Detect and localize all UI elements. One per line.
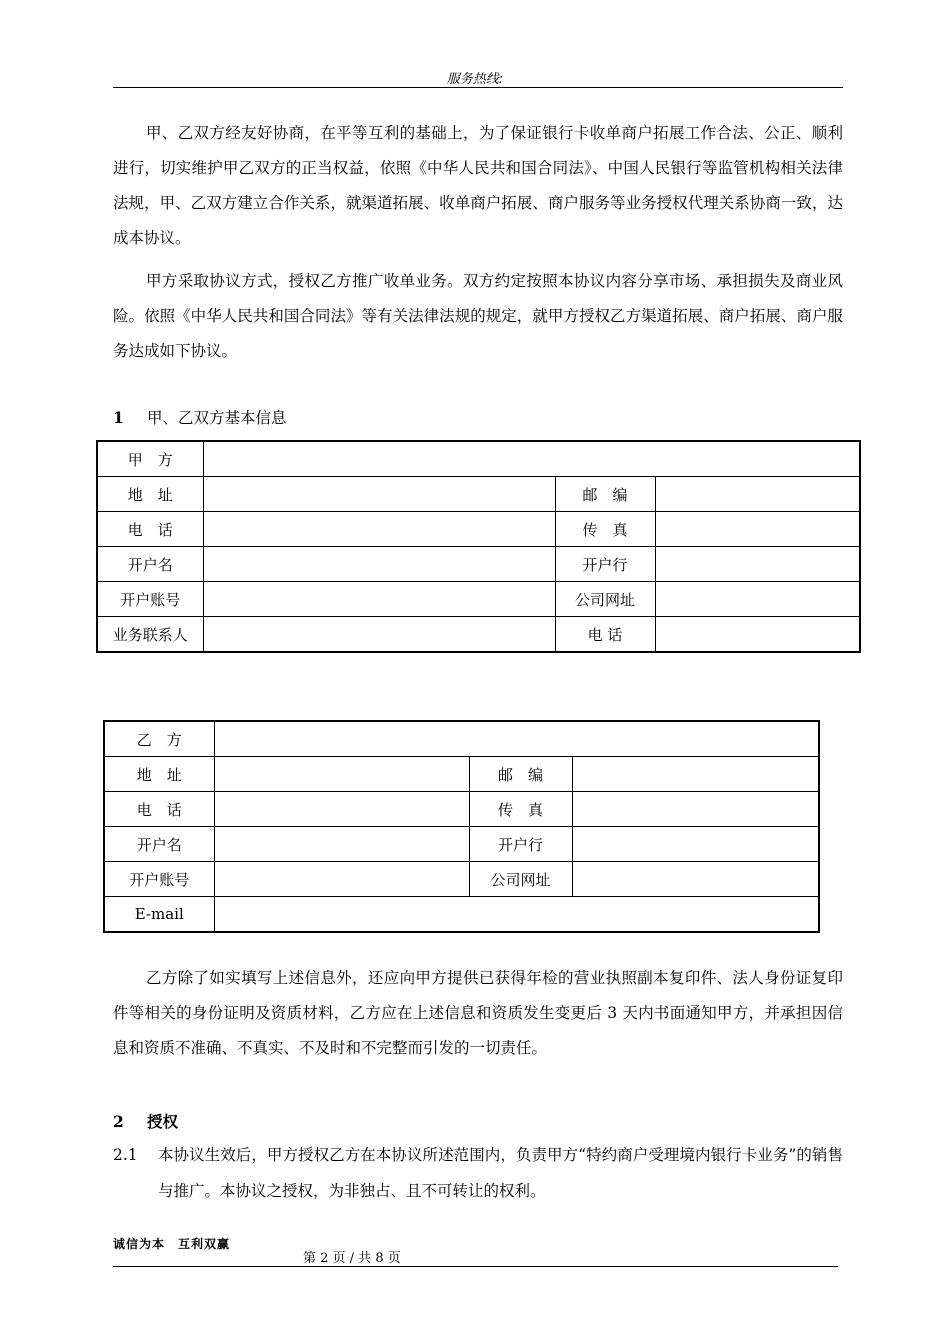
party-b-address-cell[interactable]	[214, 757, 469, 792]
party-b-account-no-cell[interactable]	[214, 862, 469, 897]
after-tables-paragraph: 乙方除了如实填写上述信息外，还应向甲方提供已获得年检的营业执照副本复印件、法人身份证复印件等相关的身份证明及资质材料，乙方应在上述信息和资质发生变更后 3 天内书面通知甲方，并承担因信息和资质不准确、不真实、不及时和不完整而引发的一切责任。	[113, 969, 843, 1057]
table-row	[104, 721, 819, 757]
party-a-account-name-cell[interactable]	[203, 547, 555, 582]
party-a-info-table	[96, 440, 861, 653]
table-row	[97, 441, 860, 477]
party-b-account-name-label: 开户名	[104, 827, 214, 862]
party-a-contact-cell[interactable]	[203, 617, 555, 653]
party-a-account-name-label: 开户名	[97, 547, 203, 582]
party-b-postcode-cell[interactable]	[572, 757, 819, 792]
intro-paragraph-1: 甲、乙双方经友好协商，在平等互利的基础上，为了保证银行卡收单商户拓展工作合法、公正、顺利进行，切实维护甲乙双方的正当权益，依照《中华人民共和国合同法》、中国人民银行等监管机构相关法律法规，甲、乙双方建立合作关系，就渠道拓展、收单商户拓展、商户服务等业务授权代理关系协商一致，达成本协议。	[113, 124, 843, 247]
party-a-bank-label: 开户行	[555, 547, 655, 582]
table-row	[104, 827, 819, 862]
table-row	[97, 582, 860, 617]
section-1-number: 1	[113, 408, 124, 427]
header-hotline: 服务热线:	[446, 72, 504, 87]
party-b-phone-label: 电 话	[104, 792, 214, 827]
table-row	[97, 512, 860, 547]
party-b-info-table	[103, 720, 820, 933]
party-a-address-cell[interactable]	[203, 477, 555, 512]
party-b-account-name-cell[interactable]	[214, 827, 469, 862]
party-a-contact-label: 业务联系人	[97, 617, 203, 653]
party-a-address-label: 地 址	[97, 477, 203, 512]
party-a-website-cell[interactable]	[655, 582, 860, 617]
footer-rule	[113, 1266, 838, 1267]
table-row	[97, 617, 860, 653]
table-row	[97, 477, 860, 512]
party-a-account-no-label: 开户账号	[97, 582, 203, 617]
footer-page-number: 第 2 页 / 共 8 页	[303, 1251, 401, 1266]
party-b-postcode-label: 邮 编	[469, 757, 572, 792]
party-b-fax-label: 传 真	[469, 792, 572, 827]
party-a-contact-phone-label: 电 话	[555, 617, 655, 653]
table-row	[104, 897, 819, 933]
party-b-fax-cell[interactable]	[572, 792, 819, 827]
section-2-number: 2	[113, 1112, 124, 1131]
party-b-email-cell[interactable]	[214, 897, 819, 933]
clause-2-1	[113, 1137, 843, 1209]
intro-paragraph-2: 甲方采取协议方式，授权乙方推广收单业务。双方约定按照本协议内容分享市场、承担损失及商业风险。依照《中华人民共和国合同法》等有关法律法规的规定，就甲方授权乙方渠道拓展、商户拓展、商户服务达成如下协议。	[113, 272, 843, 360]
party-a-postcode-cell[interactable]	[655, 477, 860, 512]
section-1-heading	[113, 408, 287, 428]
footer-slogan: 诚信为本 互利双赢	[113, 1237, 231, 1251]
party-a-fax-cell[interactable]	[655, 512, 860, 547]
section-1-title: 甲、乙双方基本信息	[147, 409, 287, 427]
header-rule	[113, 87, 843, 88]
party-a-account-no-cell[interactable]	[203, 582, 555, 617]
party-b-bank-label: 开户行	[469, 827, 572, 862]
party-b-account-no-label: 开户账号	[104, 862, 214, 897]
table-row	[104, 792, 819, 827]
party-b-name-cell[interactable]	[214, 721, 819, 757]
section-2-heading	[113, 1112, 178, 1132]
party-a-phone-label: 电 话	[97, 512, 203, 547]
section-2-title: 授权	[147, 1112, 179, 1131]
party-b-website-cell[interactable]	[572, 862, 819, 897]
party-a-bank-cell[interactable]	[655, 547, 860, 582]
party-a-website-label: 公司网址	[555, 582, 655, 617]
party-b-website-label: 公司网址	[469, 862, 572, 897]
table-row	[104, 757, 819, 792]
party-b-email-label: E-mail	[104, 897, 214, 933]
party-a-name-cell[interactable]	[203, 441, 860, 477]
party-b-address-label: 地 址	[104, 757, 214, 792]
clause-2-1-text: 本协议生效后，甲方授权乙方在本协议所述范围内，负责甲方“特约商户受理境内银行卡业务”的销售与推广。本协议之授权，为非独占、且不可转让的权利。	[158, 1146, 843, 1200]
clause-2-1-number: 2.1	[113, 1146, 138, 1164]
party-b-label: 乙 方	[104, 721, 214, 757]
table-row	[97, 547, 860, 582]
table-row	[104, 862, 819, 897]
party-b-phone-cell[interactable]	[214, 792, 469, 827]
party-a-phone-cell[interactable]	[203, 512, 555, 547]
party-a-postcode-label: 邮 编	[555, 477, 655, 512]
party-b-bank-cell[interactable]	[572, 827, 819, 862]
party-a-contact-phone-cell[interactable]	[655, 617, 860, 653]
party-a-fax-label: 传 真	[555, 512, 655, 547]
party-a-label: 甲 方	[97, 441, 203, 477]
